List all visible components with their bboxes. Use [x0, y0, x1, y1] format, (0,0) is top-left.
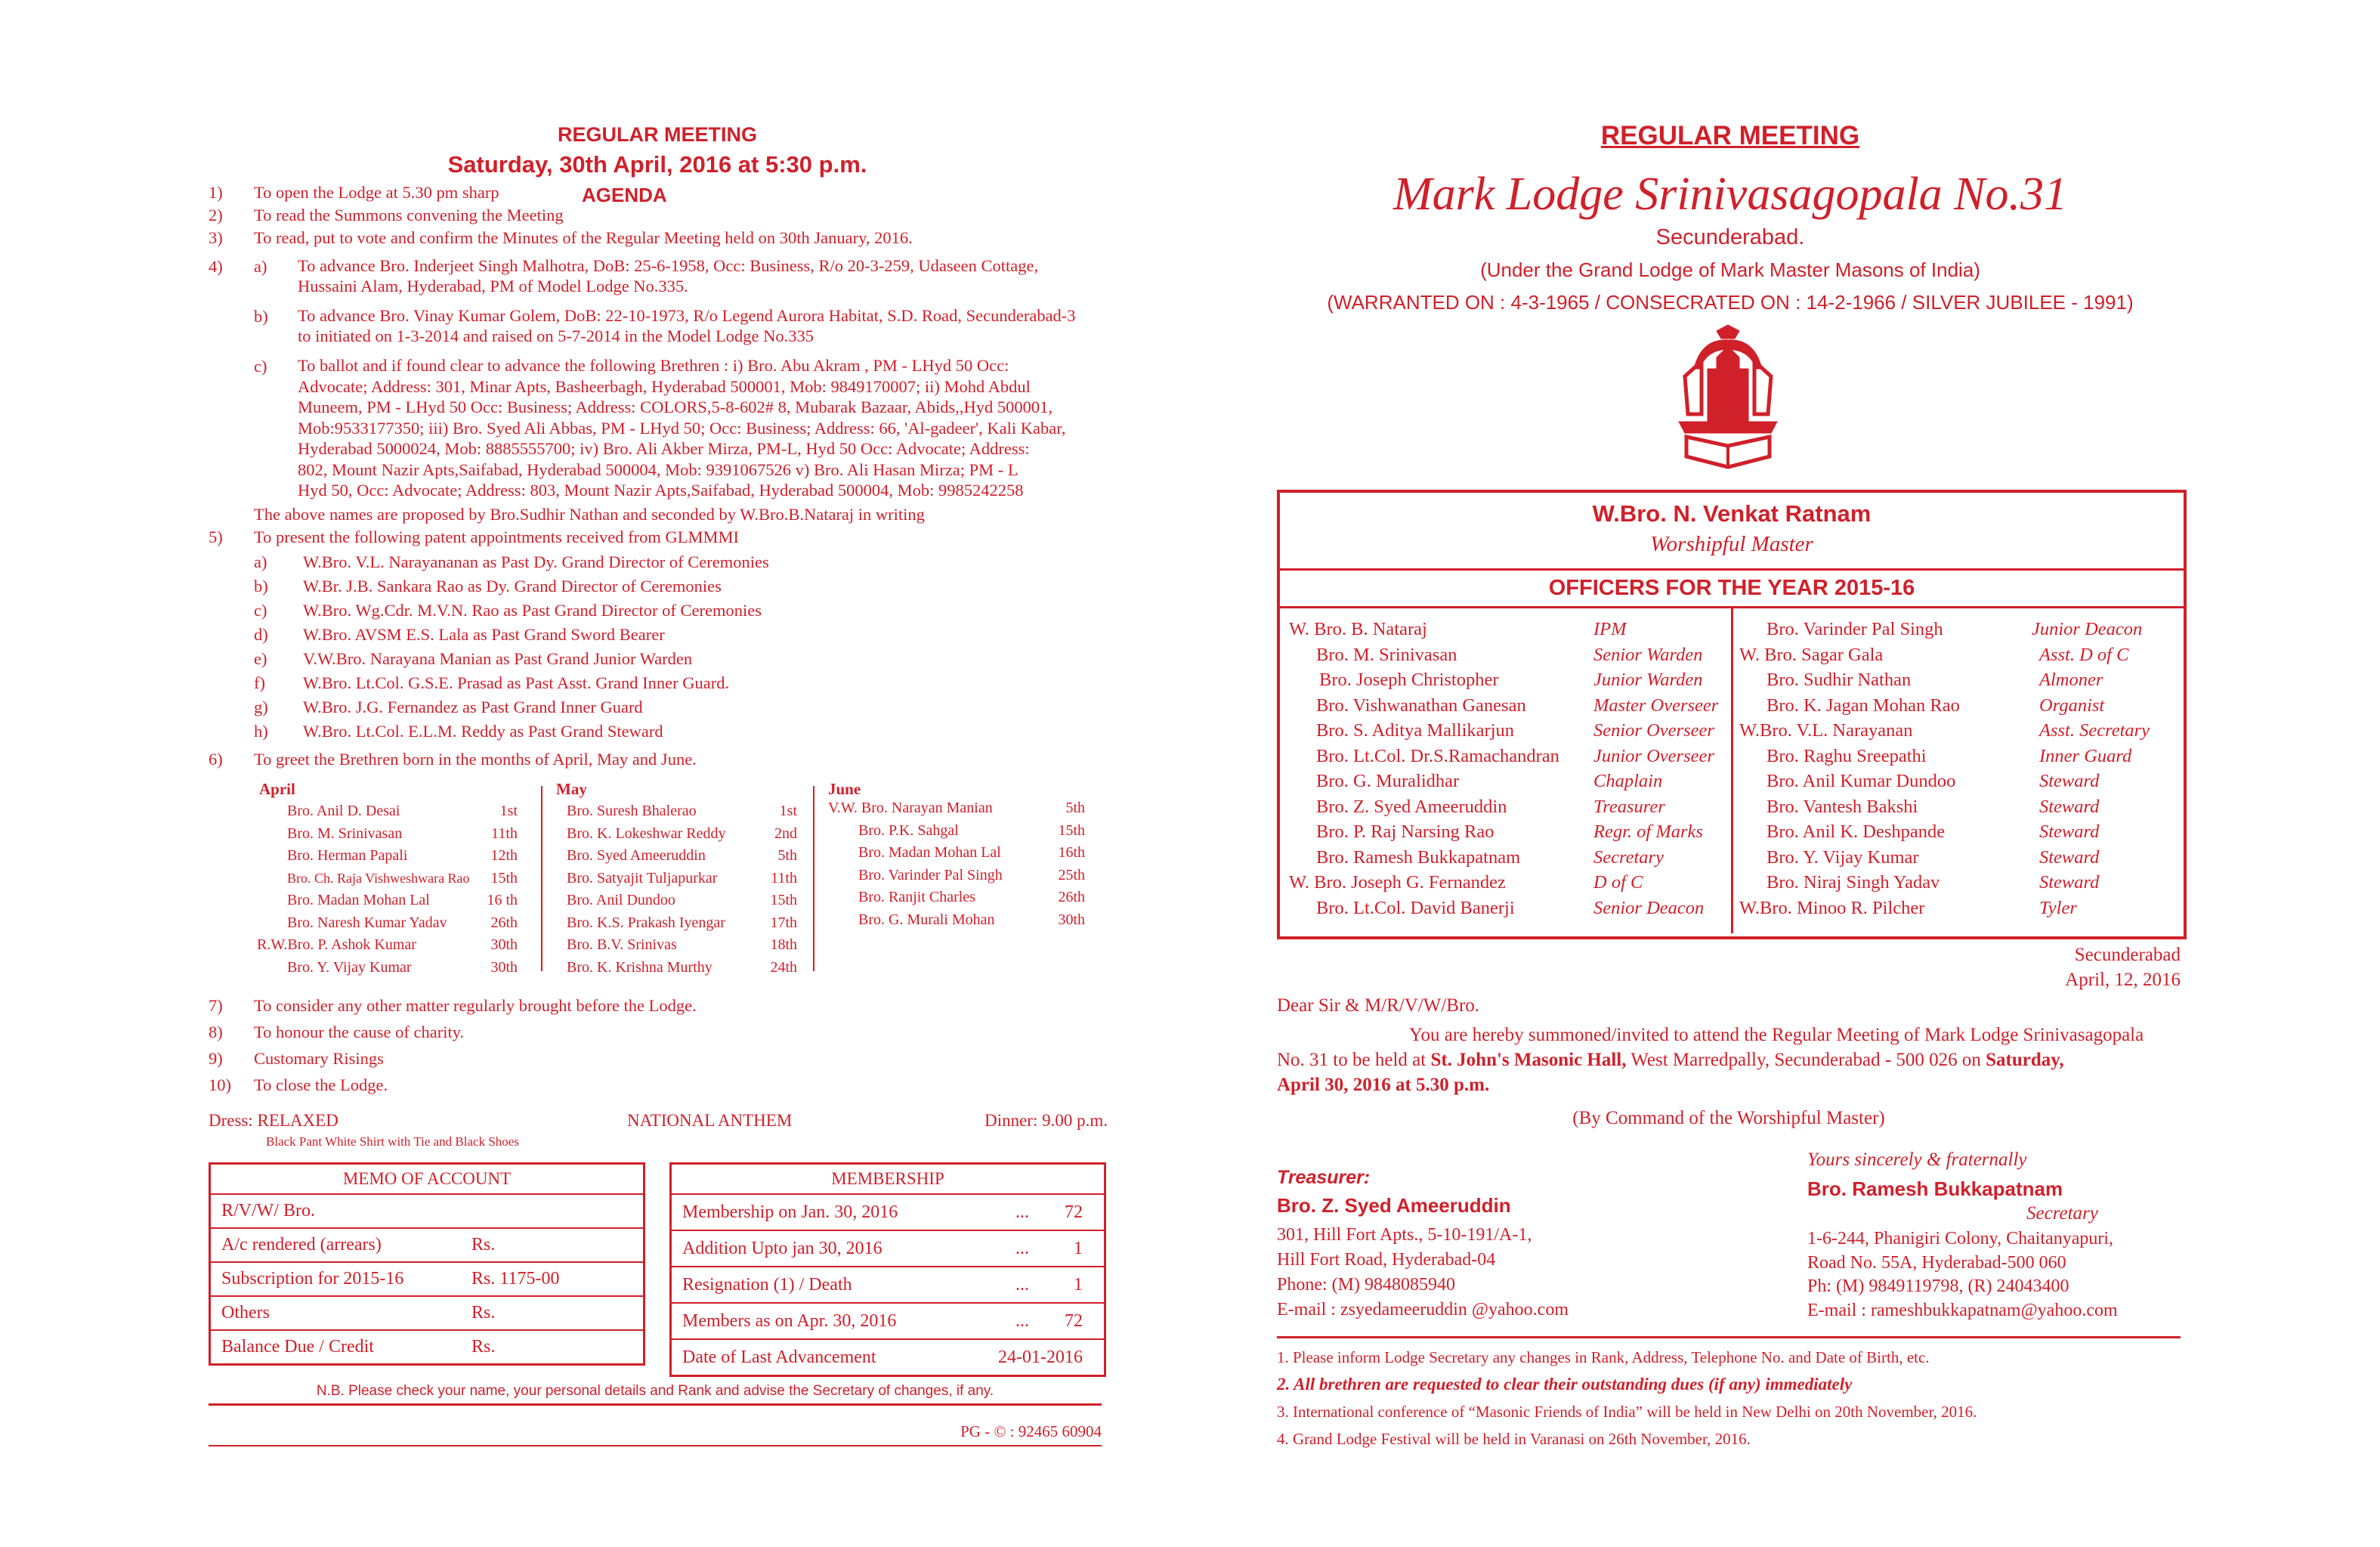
membership-row: Members as on Apr. 30, 2016 ... 72: [672, 1304, 1104, 1340]
officer-row: Bro. Anil Kumar Dundoo Steward: [1766, 771, 2100, 791]
officer-row: W. Bro. Sagar Gala Asst. D of C: [1739, 644, 2129, 665]
yours-sincerely: Yours sincerely & fraternally: [1807, 1149, 2027, 1170]
memo-row: A/c rendered (arrears) Rs.: [211, 1229, 643, 1263]
divider: [813, 786, 814, 971]
birthday-row: Bro. Naresh Kumar Yadav 26th: [287, 914, 518, 931]
agenda-item: 9) Customary Risings: [209, 1049, 384, 1068]
agenda-item-4: [209, 255, 1115, 528]
secretary-address: 1-6-244, Phanigiri Colony, Chaitanyapuri, Road No. 55A, Hyderabad-500 060 Ph: (M) 9849119798, (R) 24043400 E-mail : rameshbukkapatnam@yahoo.com: [1807, 1229, 2118, 1320]
agenda-item: 10) To close the Lodge.: [209, 1075, 388, 1094]
membership-row: Date of Last Advancement 24-01-2016: [682, 1347, 1083, 1367]
membership-row: Addition Upto jan 30, 2016 ... 1: [672, 1231, 1104, 1267]
birthday-row: Bro. K. Krishna Murthy 24th: [567, 958, 797, 976]
officer-row: Bro. Varinder Pal Singh Junior Deacon: [1766, 619, 2143, 639]
nb-note: N.B. Please check your name, your personal details and Rank and advise the Secretary of changes, if any.: [316, 1383, 994, 1399]
dress-detail: Black Pant White Shirt with Tie and Black Shoes: [266, 1134, 519, 1149]
note-item: 2. All brethren are requested to clear their outstanding dues (if any) immediately: [1277, 1375, 1853, 1394]
may-birthdays: [567, 800, 797, 979]
memo-row: Balance Due / Credit Rs.: [221, 1337, 496, 1357]
april-label: April: [259, 780, 295, 798]
membership-title: MEMBERSHIP: [672, 1165, 1104, 1195]
june-birthdays: [828, 797, 1085, 931]
officer-row: W.Bro. V.L. Narayanan Asst. Secretary: [1739, 720, 2150, 741]
birthday-row: Bro. B.V. Srinivas 18th: [567, 936, 797, 953]
lodge-emblem-icon: [1671, 323, 1785, 475]
officer-row: Bro. Lt.Col. Dr.S.Ramachandran Junior Overseer: [1316, 745, 1714, 766]
secretary-name: Bro. Ramesh Bukkapatnam: [1807, 1177, 2063, 1200]
birthday-row: Bro. Madan Mohan Lal 16th: [858, 844, 1085, 861]
note-item: 3. International conference of “Masonic Friends of India” will be held in New Delhi on 20th November, 2016.: [1277, 1403, 1977, 1421]
birthday-row: Bro. Herman Papali 12th: [287, 847, 518, 864]
note-item: 1. Please inform Lodge Secretary any changes in Rank, Address, Telephone No. and Date of Birth, etc.: [1277, 1348, 1930, 1366]
memo-row: Subscription for 2015-16 Rs. 1175-00: [211, 1263, 643, 1297]
salutation: Dear Sir & M/R/V/W/Bro.: [1277, 995, 1480, 1016]
proposed-by: The above names are proposed by Bro.Sudhir Nathan and seconded by W.Bro.B.Nataraj in writing: [254, 505, 925, 524]
appointment-item: b) W.Br. J.B. Sankara Rao as Dy. Grand Director of Ceremonies: [254, 577, 722, 596]
membership-row: Resignation (1) / Death ... 1: [672, 1267, 1104, 1304]
officer-row: Bro. Anil K. Deshpande Steward: [1766, 821, 2100, 842]
agenda-label: AGENDA: [582, 184, 667, 206]
birthday-row: Bro. Ch. Raja Vishweshwara Rao 15th: [287, 869, 518, 886]
agenda-sub-a: 4) a) To advance Bro. Inderjeet Singh Malhotra, DoB: 25-6-1958, Occ: Business, R/o 20-3-259, Udaseen Cottage, Hussaini Alam, Hyderabad, PM of Model Lodge No.335.: [209, 256, 1039, 295]
letter-place: Secunderabad: [2074, 945, 2181, 965]
agenda-items-closing: [209, 992, 1115, 1098]
agenda-item: 3) To read, put to vote and confirm the Minutes of the Regular Meeting held on 30th January, 2016.: [209, 228, 913, 247]
appointment-item: h) W.Bro. Lt.Col. E.L.M. Reddy as Past Grand Steward: [254, 722, 663, 741]
memo-row: Others Rs.: [211, 1297, 643, 1331]
treasurer-label: Treasurer:: [1277, 1167, 1371, 1188]
birthday-row: Bro. K.S. Prakash Iyengar 17th: [567, 914, 797, 931]
birthday-row: Bro. Ranjit Charles 26th: [858, 889, 1085, 905]
letter-body: You are hereby summoned/invited to attend the Regular Meeting of Mark Lodge Srinivasagopala No. 31 to be held at St. John's Masonic Hall, West Marredpally, Secunderabad - 500 026 on Saturday, April 30, 2016 at 5.30 p.m.: [1277, 1025, 2144, 1095]
officer-row: Bro. Lt.Col. David Banerji Senior Deacon: [1316, 897, 1705, 918]
letter-date: April, 12, 2016: [2065, 970, 2181, 990]
divider: [1280, 568, 2184, 571]
birthday-row: Bro. Anil D. Desai 1st: [287, 803, 518, 819]
membership-row: Membership on Jan. 30, 2016 ... 72: [672, 1195, 1104, 1231]
dinner-time: Dinner: 9.00 p.m.: [984, 1111, 1108, 1130]
printer-info: PG - © : 92465 60904: [960, 1422, 1102, 1440]
lodge-city: Secunderabad.: [1655, 225, 1805, 249]
birthday-row: Bro. P.K. Sahgal 15th: [858, 821, 1085, 839]
memo-of-account-box: [209, 1162, 645, 1366]
divider: [209, 1445, 1102, 1446]
officer-row: Bro. Vishwanathan Ganesan Master Overseer: [1316, 695, 1719, 716]
appointment-item: a) W.Bro. V.L. Narayananan as Past Dy. Grand Director of Ceremonies: [254, 552, 769, 571]
agenda-item: 2) To read the Summons convening the Meeting: [209, 206, 564, 224]
birthday-row: Bro. G. Murali Mohan 30th: [858, 911, 1085, 928]
footer-notes: [1277, 1344, 2181, 1453]
officers-heading: OFFICERS FOR THE YEAR 2015-16: [1548, 576, 1915, 600]
agenda-sub-c: c) To ballot and if found clear to advance the following Brethren : i) Bro. Abu Akram , PM - LHyd 50 Occ: Advocate; Address: 301, Minar Apts, Basheerbagh, Hyderabad 500001, Mob: 9849170007; ii) Mohd Abdul Muneem, PM - LHyd 50 Occ: Business; Address: COLORS,5-8-602# 8, Mubarak Bazaar, Abids,,Hyd 500001, Mob:9533177350; iii) Bro. Syed Ali Abbas, PM - LHyd 50; Occ: Business; Address: 66, 'Al-gadeer', Kali Kabar, Hyderabad 5000024, Mob: 8885555700; iv) Bro. Ali Akber Mirza, PM-L, Hyd 50 Occ: Advocate; Address: 802, Mount Nazir Apts,Saifabad, Hyderabad 500004, Mob: 9391067526 v) Bro. Ali Hasan Mirza; PM - L Hyd 50, Occ: Advocate; Address: 803, Mount Nazir Apts,Saifabad, Hyderabad 500004, Mob: 9985242258: [254, 356, 1066, 500]
secretary-title: Secretary: [2026, 1203, 2098, 1224]
birthday-row: Bro. Suresh Bhalerao 1st: [567, 803, 797, 819]
command-line: (By Command of the Worshipful Master): [1572, 1108, 1885, 1128]
divider: [1277, 1336, 2181, 1338]
officer-row: Bro. G. Muralidhar Chaplain: [1316, 771, 1663, 791]
officer-row: Bro. S. Aditya Mallikarjun Senior Overseer: [1316, 720, 1714, 741]
under-grand-lodge: (Under the Grand Lodge of Mark Master Masons of India): [1480, 258, 1980, 281]
appointment-item: e) V.W.Bro. Narayana Manian as Past Grand Junior Warden: [254, 649, 693, 668]
officer-row: Bro. Sudhir Nathan Almoner: [1766, 670, 2103, 690]
appointment-item: f) W.Bro. Lt.Col. G.S.E. Prasad as Past Asst. Grand Inner Guard.: [254, 673, 730, 692]
worshipful-master-title: Worshipful Master: [1650, 532, 1813, 556]
lodge-name: Mark Lodge Srinivasagopala No.31: [1392, 169, 2068, 220]
note-item: 4. Grand Lodge Festival will be held in Varanasi on 26th November, 2016.: [1277, 1430, 1751, 1448]
agenda-item-5: 5) To present the following patent appointments received from GLMMMI a) W.Bro. V.L. Narayananan as Past Dy. Grand Director of Ceremonies b) W.Br. J.B. Sankara Rao as Dy. Grand Director of Ceremonies c) W.Bro. Wg.Cdr. M.V.N. Rao as Past Grand Director of Ceremonies d) W.Bro. AVSM E.S. Lala as Past Grand Sword Bearer e) V.W.Bro. Narayana Manian as Past Grand Junior Warden f) W.Bro. Lt.Col. G.S.E. Prasad as Past Asst. Grand Inner Guard. g) W.Bro. J.G. Fernandez as Past Grand Inner Guard h) W.Bro. Lt.Col. E.L.M. Reddy as Past Grand Steward: [209, 526, 1115, 744]
officer-row: Bro. Z. Syed Ameeruddin Treasurer: [1316, 796, 1665, 817]
divider: [541, 786, 542, 971]
birthday-row: Bro. Madan Mohan Lal 16 th: [287, 892, 518, 908]
divider: [209, 1403, 1102, 1406]
warranted-line: (WARRANTED ON : 4-3-1965 / CONSECRATED ON : 14-2-1966 / SILVER JUBILEE - 1991): [1327, 291, 2134, 314]
officers-left-list: [1280, 617, 1731, 920]
april-birthdays: [257, 800, 518, 979]
officer-row: Bro. P. Raj Narsing Rao Regr. of Marks: [1316, 821, 1703, 842]
may-label: May: [556, 780, 587, 798]
birthday-row: Bro. K. Lokeshwar Reddy 2nd: [567, 825, 797, 842]
birthday-row: Bro. Syed Ameeruddin 5th: [567, 847, 797, 864]
agenda-item: 7) To consider any other matter regularly brought before the Lodge.: [209, 996, 697, 1015]
agenda-items-top: [209, 181, 1115, 249]
officer-row: W.Bro. Minoo R. Pilcher Tyler: [1739, 897, 2077, 918]
officer-row: Bro. Y. Vijay Kumar Steward: [1766, 846, 2100, 868]
agenda-item: 8) To honour the cause of charity.: [209, 1023, 465, 1041]
birthday-row: Bro. M. Srinivasan 11th: [287, 825, 518, 842]
appointment-list: [209, 550, 1115, 744]
officer-row: Bro. Raghu Sreepathi Inner Guard: [1766, 745, 2132, 766]
officer-row: Bro. Ramesh Bukkapatnam Secretary: [1316, 846, 1664, 868]
treasurer-name: Bro. Z. Syed Ameeruddin: [1277, 1194, 1511, 1217]
agenda-sub-b: b) To advance Bro. Vinay Kumar Golem, DoB: 22-10-1973, R/o Legend Aurora Habitat, S.D. Road, Secunderabad-3 to initiated on 1-3-2014 and raised on 5-7-2014 in the Model Lodge No.335: [254, 306, 1076, 345]
agenda-item: 1) To open the Lodge at 5.30 pm sharp: [209, 183, 499, 202]
birthday-row: Bro. Anil Dundoo 15th: [567, 892, 797, 908]
officer-row: Bro. M. Srinivasan Senior Warden: [1316, 644, 1703, 665]
meeting-date: Saturday, 30th April, 2016 at 5:30 p.m.: [447, 151, 867, 178]
memo-title: MEMO OF ACCOUNT: [211, 1165, 643, 1195]
treasurer-address: 301, Hill Fort Apts., 5-10-191/A-1, Hill Fort Road, Hyderabad-04 Phone: (M) 9848085940 E-mail : zsyedameeruddin @yahoo.com: [1277, 1225, 1569, 1320]
birthday-row: Bro. Y. Vijay Kumar 30th: [287, 958, 518, 976]
officer-row: W. Bro. B. Nataraj IPM: [1289, 619, 1627, 639]
birthday-row: V.W. Bro. Narayan Manian 5th: [828, 800, 1085, 816]
birthday-row: Bro. Varinder Pal Singh 25th: [858, 866, 1085, 883]
officers-right-list: [1733, 617, 2179, 920]
membership-box: [669, 1162, 1106, 1377]
memo-row: R/V/W/ Bro.: [211, 1195, 643, 1229]
officer-row: Bro. Niraj Singh Yadav Steward: [1766, 872, 2100, 893]
appointment-item: d) W.Bro. AVSM E.S. Lala as Past Grand Sword Bearer: [254, 625, 665, 644]
appointment-item: c) W.Bro. Wg.Cdr. M.V.N. Rao as Past Grand Director of Ceremonies: [254, 601, 762, 620]
birthday-row: Bro. Satyajit Tuljapurkar 11th: [567, 869, 797, 886]
officer-row: W. Bro. Joseph G. Fernandez D of C: [1289, 872, 1643, 893]
summons-heading: REGULAR MEETING: [1600, 121, 1860, 150]
agenda-heading: REGULAR MEETING: [557, 123, 757, 146]
appointment-item: g) W.Bro. J.G. Fernandez as Past Grand Inner Guard: [254, 698, 643, 716]
birthday-row: R.W.Bro. P. Ashok Kumar 30th: [257, 936, 518, 953]
officer-row: Bro. Vantesh Bakshi Steward: [1766, 796, 2100, 817]
officer-row: Bro. K. Jagan Mohan Rao Organist: [1766, 695, 2105, 716]
officers-box: [1277, 490, 2187, 939]
officer-row: Bro. Joseph Christopher Junior Warden: [1319, 670, 1703, 690]
dress-code: Dress: RELAXED: [209, 1111, 338, 1130]
agenda-item-6: 6) To greet the Brethren born in the months of April, May and June.: [209, 750, 697, 769]
june-label: June: [828, 780, 861, 798]
worshipful-master-name: W.Bro. N. Venkat Ratnam: [1592, 500, 1872, 527]
national-anthem: NATIONAL ANTHEM: [627, 1111, 793, 1130]
